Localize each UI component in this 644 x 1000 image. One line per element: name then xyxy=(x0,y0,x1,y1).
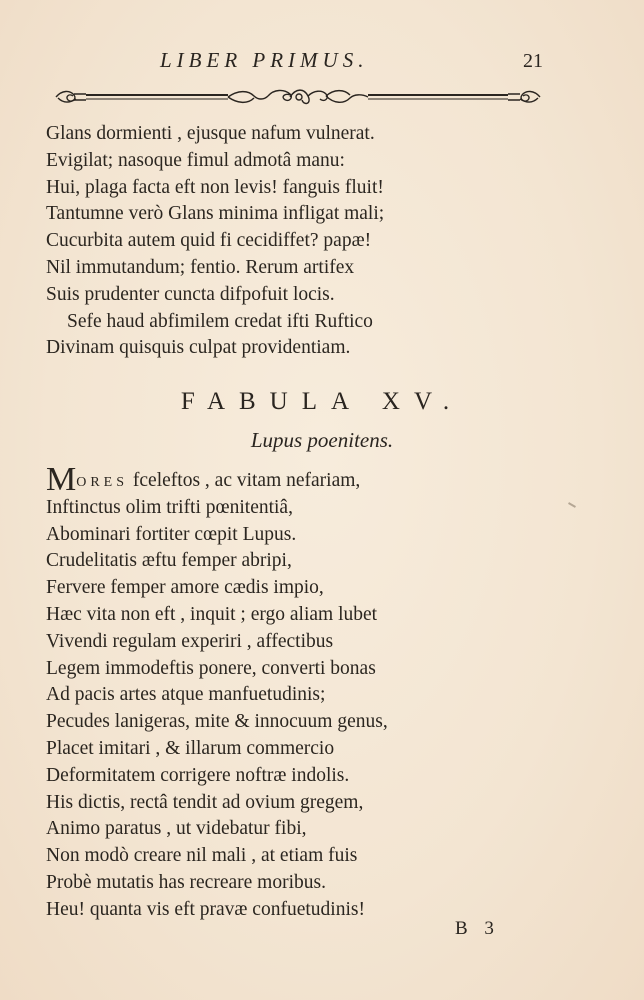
fable-heading: FABULA XV. xyxy=(180,388,464,415)
first-line-text: fceleftos , ac vitam nefariam, xyxy=(128,470,361,491)
verse-line: Vivendi regulam experiri , affectibus xyxy=(46,630,334,652)
verse-line: Placet imitari , & illarum commercio xyxy=(46,737,335,759)
verse-line: Pecudes lanigeras, mite & innocuum genus, xyxy=(46,711,388,733)
running-head xyxy=(0,48,644,78)
verse-line: Tantumne verò Glans minima infligat mali; xyxy=(46,203,385,225)
previous-fable-ending xyxy=(46,121,384,362)
scroll-ornament-icon xyxy=(52,84,544,110)
signature-mark: B 3 xyxy=(455,918,500,939)
verse-line: Animo paratus , ut videbatur fibi, xyxy=(46,818,307,840)
verse-line: Nil immutandum; fentio. Rerum artifex xyxy=(46,256,355,278)
verse-line: Glans dormienti , ejusque nafum vulnerat. xyxy=(46,123,375,144)
verse-line-first xyxy=(46,461,388,498)
verse-line: His dictis, rectâ tendit ad ovium gregem, xyxy=(46,791,364,813)
page-number: 21 xyxy=(523,50,543,72)
verse-line: Inftinctus olim trifti pœnitentiâ, xyxy=(46,496,293,518)
verse-line: Legem immodeftis ponere, converti bonas xyxy=(46,657,376,679)
fable-subtitle: Lupus poenitens. xyxy=(250,428,394,452)
verse-line: Divinam quisquis culpat providentiam. xyxy=(46,337,351,359)
running-title: LIBER PRIMUS. xyxy=(160,48,369,72)
drop-cap: M xyxy=(46,461,77,498)
ink-speck xyxy=(568,502,576,508)
verse-line: Hui, plaga facta eft non levis! fanguis fluit! xyxy=(46,176,384,198)
verse-line: Heu! quanta vis eft pravæ confuetudinis! xyxy=(46,898,365,920)
verse-line: Abominari fortiter cœpit Lupus. xyxy=(46,523,297,545)
verse-line: Evigilat; nasoque fimul admotâ manu: xyxy=(46,149,345,171)
verse-line: Hæc vita non eft , inquit ; ergo aliam lubet xyxy=(46,603,378,625)
fable-body xyxy=(46,461,388,924)
verse-line: Sefe haud abfimilem credat ifti Ruftico xyxy=(67,310,373,332)
verse-line: Suis prudenter cuncta difpofuit locis. xyxy=(46,283,335,305)
verse-line: Crudelitatis æftu femper abripi, xyxy=(46,550,292,572)
verse-line: Non modò creare nil mali , at etiam fuis xyxy=(46,845,358,867)
verse-line: Fervere femper amore cædis impio, xyxy=(46,577,324,599)
verse-line: Deformitatem corrigere noftræ indolis. xyxy=(46,764,350,786)
verse-line: Ad pacis artes atque manfuetudinis; xyxy=(46,684,326,706)
verse-line: Cucurbita autem quid fi cecidiffet? papæ! xyxy=(46,230,372,252)
small-caps-word: ORES xyxy=(76,475,129,490)
verse-line: Probè mutatis has recreare moribus. xyxy=(46,871,326,893)
